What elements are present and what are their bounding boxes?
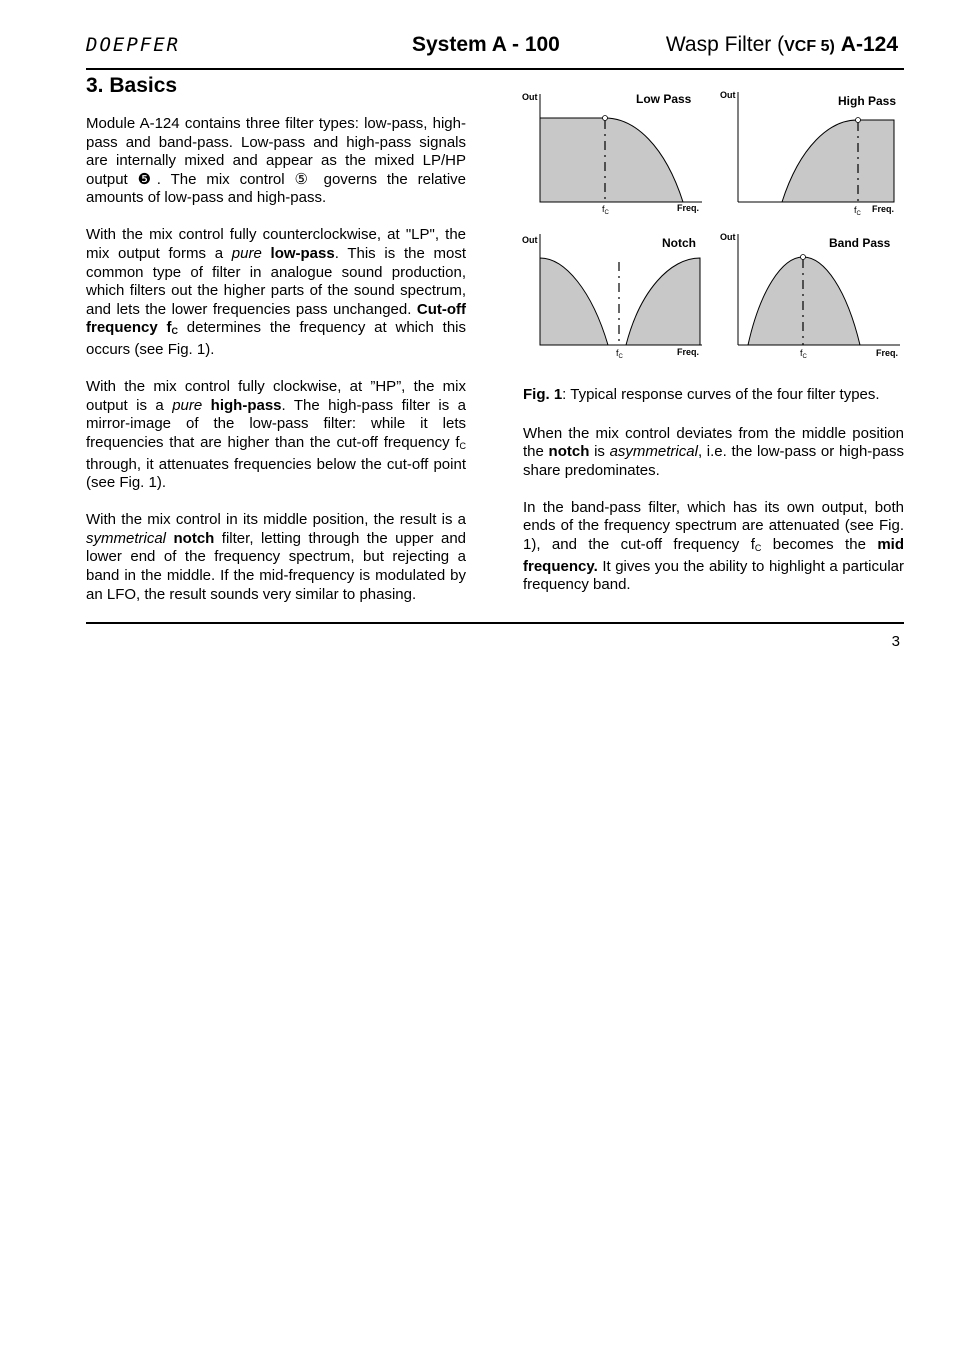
right-column [523,386,904,613]
highpass-freq-label: Freq. [872,204,895,214]
filter-response-figure [520,86,906,362]
highpass-curve [782,120,894,202]
paragraph-notch: With the mix control in its middle position, the result is a symmetrical notch filter, letting through the upper and lower end of the frequency spectrum, but rejecting a band in the middle. If the mid-frequency is modulated by an LFO, the result sounds very similar to phasing. [86,511,467,603]
module-number: A-124 [840,33,898,56]
bandpass-curve [748,257,860,345]
lowpass-panel [522,92,702,216]
bandpass-panel [720,232,900,360]
highpass-title: High Pass [838,94,897,108]
bandpass-title: Band Pass [829,236,891,250]
notch-panel [522,234,702,360]
module-prefix: Wasp Filter ( [665,33,785,56]
paragraph-bandpass: In the band-pass filter, which has its own output, both ends of the frequency spectrum are attenuated (see Fig. 1), and the cut-off frequency $f_C$ becomes the mid frequency. It gives you the ability to highlight a particular frequency band. [523,498,904,594]
highpass-panel [720,90,896,217]
paragraph-asymmetrical: When the mix control deviates from the middle position the notch is asymmetrical, i.e. the low-pass or high-pass share predominates. [523,424,904,479]
page-number: 3 [891,633,900,650]
notch-out-label: Out [522,235,538,245]
paragraph-intro: Module A-124 contains three filter types: low-pass, high-pass and band-pass. Low-pass and high-pass signals are internally mixed and appear as the mixed LP/HP output ❺. The mix control ⑤ governs the relative amounts of low-pass and high-pass. [86,115,466,207]
lowpass-title: Low Pass [636,92,692,106]
notch-fc-label: $f_C$ [616,348,623,360]
lowpass-curve [540,118,683,202]
notch-title: Notch [662,236,696,250]
left-column [86,115,466,623]
module-vcf: VCF 5) [784,38,835,55]
system-title: System A - 100 [412,33,560,56]
highpass-out-label: Out [720,90,736,100]
bandpass-fc-label: $f_C$ [800,348,807,360]
lowpass-out-label: Out [522,92,538,102]
notch-curve-left [540,258,608,345]
paragraph-lowpass: With the mix control fully counterclockwise, at "LP", the mix output forms a pure low-pass. This is the most common type of filter in analogue sound production, which filters out the higher parts of the sound spectrum, and lets the lower frequencies pass unchanged. Cut-off frequency $f_C$ determines the frequency at which this occurs (see Fig. 1). [86,226,467,359]
lowpass-freq-label: Freq. [677,203,700,213]
highpass-fc-label: $f_C$ [854,205,861,217]
page-header [86,30,904,70]
module-title [666,33,898,57]
footer-divider [86,622,904,624]
lowpass-fc-label: $f_C$ [602,204,609,216]
notch-curve-right [626,258,700,345]
figure-caption: Fig. 1: Typical response curves of the four filter types. [523,386,880,403]
bandpass-out-label: Out [720,232,736,242]
section-title: 3. Basics [86,74,178,97]
notch-freq-label: Freq. [677,347,700,357]
bandpass-freq-label: Freq. [876,348,899,358]
brand-logo: DOEPFER [86,34,181,56]
paragraph-highpass: With the mix control fully clockwise, at ”HP”, the mix output is a pure high-pass. The high-pass filter is a mirror-image of the low-pass filter: while it lets frequencies that are higher than the cut-off frequency $f_C$ through, it attenuates frequencies below the cut-off point (see Fig. 1). [86,378,466,492]
